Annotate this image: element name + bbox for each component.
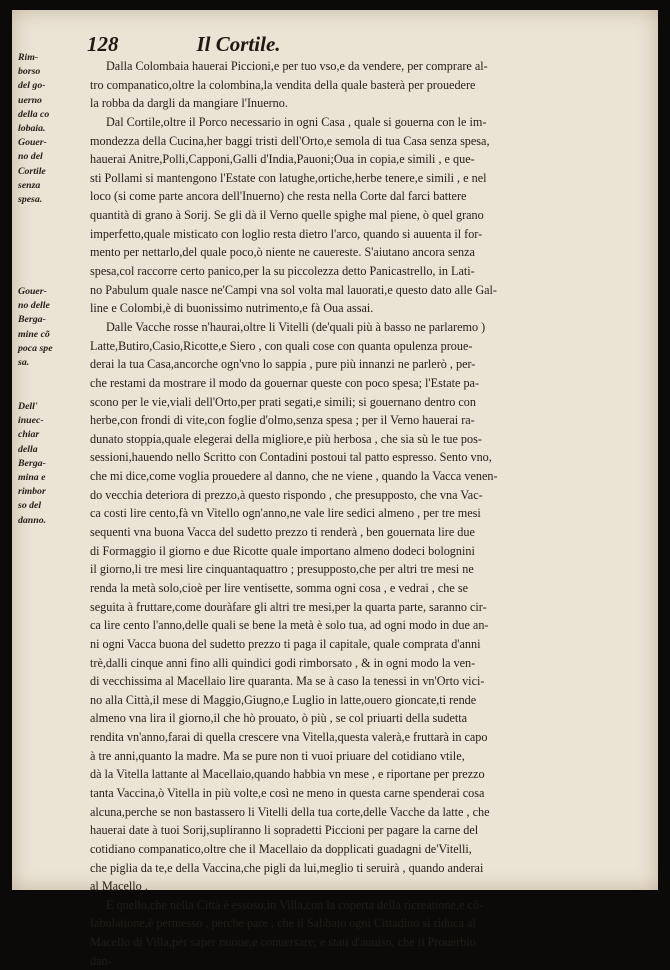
text-line: che mi dice,come voglia prouedere al danno, che ne viene , quando la Vacca venen- — [90, 469, 498, 484]
margin-note-line: Gouer- — [18, 286, 47, 297]
margin-note-line: Rim- — [18, 52, 39, 63]
text-line: ca lire cento l'anno,delle quali se bene la metà è solo tua, ad ogni modo in due an- — [90, 618, 489, 633]
text-line: Macello di Villa,per saper nuoue,e conuersare; e stati d'auuiso, che il Prouerbio — [90, 935, 476, 950]
body-text — [90, 57, 642, 970]
text-line: hauerai Anitre,Polli,Capponi,Galli d'India,Pauoni;Oua in copia,e simili , e que- — [90, 152, 475, 167]
text-line: dà la Vitella lattante al Macellaio,quando habbia vn mese , e riportane per prezzo — [90, 767, 485, 782]
margin-note-line: Berga- — [18, 314, 46, 326]
text-line: almeno vna lira il giorno,il che hò prouato, ò più , se col priuarti della sudetta — [90, 711, 468, 726]
text-line: ca costi lire cento,fà vn Vitello ogn'anno,ne vale lire sedici almeno , per tre mesi — [90, 506, 481, 521]
text-line: no Pabulum quale nasce ne'Campi vna sol volta mal lauorati,e questo dato alle Gal- — [90, 282, 497, 297]
margin-note-line: poca spe — [18, 342, 53, 354]
margin-note — [18, 51, 80, 207]
margin-note-line: sa. — [18, 357, 30, 369]
margin-note-line: rimbor — [18, 486, 46, 498]
text-line: loco (si come parte ancora dell'Inuerno) che resta nella Corte dal farci battere — [90, 189, 467, 204]
margin-note-line: Gouer- — [18, 137, 47, 149]
margin-note-line: chiar — [18, 429, 40, 441]
text-line: no alla Città,il mese di Maggio,Giugno,e Luglio in latte,ouero gioncate,ti rende — [90, 692, 477, 707]
text-line: herbe,con frondi di vite,con foglie d'olmo,senza spesa ; per il Verno hauerai ra- — [90, 413, 475, 428]
text-line: Dalle Vacche rosse n'haurai,oltre li Vitelli (de'quali più à basso ne parlaremo ) — [106, 319, 486, 334]
page-number: 128 — [87, 32, 119, 56]
text-line: tanta Vaccina,ò Vitella in più volte,e così ne meno in questa carne spenderai cosa — [90, 785, 485, 800]
text-line: tro companatico,oltre la colombina,la vendita della quale basterà per prouedere — [90, 77, 476, 92]
text-line: di Formaggio il giorno e due Ricotte quale importano almeno dodeci bolognini — [90, 543, 475, 558]
margin-note-line: Cortile — [18, 165, 46, 177]
paragraph — [90, 896, 642, 970]
margin-note-line: no delle — [18, 300, 50, 312]
text-line: hauerai date à tuoi Sorij,supliranno li sopradetti Piccioni per pagare la carne del — [90, 823, 479, 838]
text-line: ni ogni Vacca buona del sudetto prezzo ti paga il capitale, quale comprata d'anni — [90, 636, 481, 651]
text-line: trè,dalli cinque anni fino alli quindici godi rimborsato , & in ogni modo la ven- — [90, 655, 476, 670]
text-line: sti Pollami si mantengono l'Estate con latughe,ortiche,herbe tenere,e simili , e nel — [90, 170, 487, 185]
margin-note-line: della — [18, 443, 38, 455]
text-line: cotidiano companatico,oltre che il Macellaio da dopplicati guadagni de'Vitelli, — [90, 841, 472, 856]
text-line: imperfetto,quale misticato con loglio resta dietro l'arco, quando si auuenta il for- — [90, 226, 483, 241]
paragraph — [90, 57, 642, 113]
margin-note-line: della co — [18, 108, 50, 120]
margin-note — [18, 285, 80, 370]
text-line: à tre anni,quanto la madre. Ma se pure non ti vuoi priuare del cotidiano vtile, — [90, 748, 465, 763]
margin-note-line: mine cõ — [18, 328, 50, 340]
text-line: che piglia da te,e della Vaccina,che pigli da lui,meglio ti seruirà , quando anderai — [90, 860, 484, 875]
text-line: rendita vn'anno,farai di quella crescere vna Vitella,questa valerà,e fruttarà in capo — [90, 730, 488, 745]
margin-note-line: danno. — [18, 514, 47, 526]
text-line: derai la tua Casa,ancorche ogn'vno lo sappia , pure più innanzi ne parlerò , per- — [90, 357, 476, 372]
text-line: dunato stoppia,quale elegerai della migliore,e più herbosa , che sia sù le tue pos- — [90, 431, 482, 446]
text-line: al Macello . — [90, 879, 148, 894]
text-line: il giorno,li tre mesi lire cinquantaquattro ; presupposto,che per altri tre mesi ne — [90, 562, 474, 577]
text-line: mento per nettarlo,del quale poco,ò niente ne cauereste. S'aiutano ancora senza — [90, 245, 475, 260]
text-line: scono per le vie,viali dell'Orto,per prati segati,e simili; si gouernano dentro con — [90, 394, 476, 409]
text-line: line e Colombi,è di buonissimo nutrimento,e fà Oua assai. — [90, 301, 374, 316]
text-line: sessioni,hauendo nello Scritto con Contadini postoui tal patto espresso. Sento vno, — [90, 450, 492, 465]
text-line: dan- — [90, 953, 112, 968]
margin-note — [18, 400, 80, 528]
margin-note-line: del go- — [18, 80, 46, 92]
margin-note-line: no del — [18, 151, 43, 163]
text-line: renda la metà solo,cioè per lire ventisette, somma ogni cosa , e vedrai , che se — [90, 580, 469, 595]
paragraph — [90, 113, 642, 318]
text-line: spesa,col raccorre certo panico,per la su piccolezza detto Panicastrello, in Lati- — [90, 264, 475, 279]
text-line: Latte,Butiro,Casio,Ricotte,e Siero , con quali cose con quanta opulenza proue- — [90, 338, 473, 353]
text-line: fabulatione,è permesso , perche pare , che il Sabbato ogni Cittadino si riduca al — [90, 916, 476, 931]
text-line: di vecchissima al Macellaio lire quaranta. Ma se à caso la tenessi in vn'Orto vici- — [90, 674, 485, 689]
text-line: che restami da mostrare il modo da gouernar queste con poco spesa; l'Estate pa- — [90, 375, 480, 390]
margin-note-line: mina e — [18, 472, 46, 484]
text-line: sequenti vna buona Vacca del sudetto prezzo ti renderà , ben gouernata lire due — [90, 525, 475, 540]
text-line: seguita à fruttare,come douràfare gli altri tre mesi,per la quarta parte, saranno cir- — [90, 599, 487, 614]
text-line: mondezza della Cucina,her baggi tristi dell'Orto,e semola di tua Casa senza spesa, — [90, 133, 490, 148]
running-title: Il Cortile. — [196, 32, 281, 56]
paragraph — [90, 318, 642, 896]
book-page — [12, 10, 658, 968]
margin-note-line: uerno — [18, 94, 42, 106]
margin-note-line: spesa. — [18, 194, 43, 206]
margin-note-line: inuec- — [18, 415, 44, 427]
text-line: E quello,che nella Città è essoso,in Villa,con la coperta della ricreatione,e cõ- — [106, 897, 484, 912]
text-line: alcuna,perche se non bastassero li Vitelli della tua corte,delle Vacche da latte , che — [90, 804, 490, 819]
margin-note-line: so del — [18, 500, 42, 512]
margin-note-line: lobaia. — [18, 123, 46, 135]
margin-note-line: Berga- — [18, 457, 46, 469]
text-line: la robba da dargli da mangiare l'Inuerno. — [90, 96, 288, 111]
text-line: Dalla Colombaia hauerai Piccioni,e per tuo vso,e da vendere, per comprare al- — [106, 59, 488, 73]
margin-note-line: senza — [18, 179, 41, 191]
margin-note-line: borso — [18, 66, 41, 78]
text-line: quantità di grano à Sorij. Se gli dà il Verno quelle spighe mal piene, ò quel grano — [90, 208, 484, 223]
margin-note-line: Dell' — [18, 401, 38, 412]
text-line: Dal Cortile,oltre il Porco necessario in ogni Casa , quale si gouerna con le im- — [106, 114, 487, 129]
text-line: do vecchia deteriora di prezzo,à questo rispondo , che presupposto, che vna Vac- — [90, 487, 483, 502]
